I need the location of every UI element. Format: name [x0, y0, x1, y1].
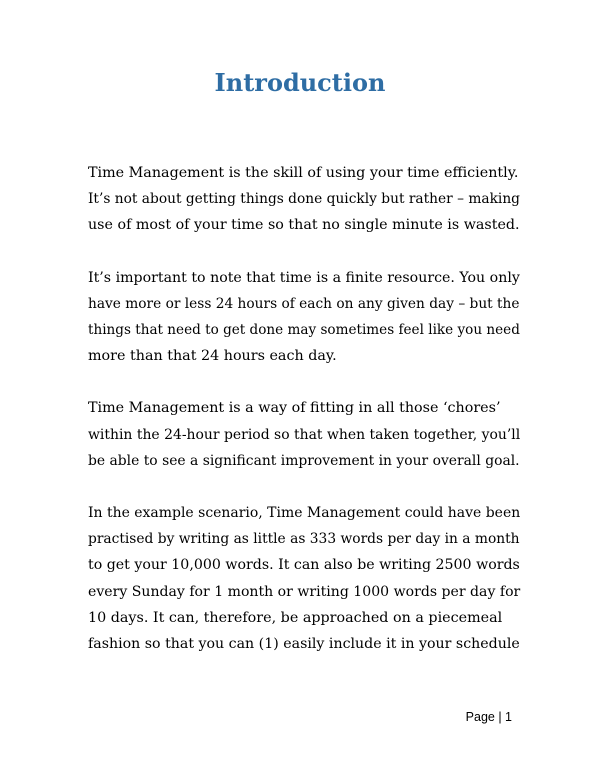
text-line: fashion so that you can (1) easily include it in your schedule: [88, 636, 520, 653]
text-line: practised by writing as little as 333 words per day in a month: [88, 531, 520, 548]
document-body: [88, 160, 520, 683]
text-line: It’s important to note that time is a finite resource. You only: [88, 269, 520, 286]
paragraph-1: [88, 160, 520, 239]
paragraph-4: [88, 500, 520, 657]
text-line: In the example scenario, Time Management could have been: [88, 505, 521, 522]
text-line: 10 days. It can, therefore, be approached on a piecemeal: [88, 609, 503, 626]
text-line: have more or less 24 hours of each on any given day – but the: [88, 295, 520, 312]
text-line: within the 24-hour period so that when taken together, you’ll: [88, 426, 521, 443]
text-line: Time Management is a way of fitting in all those ‘chores’: [88, 400, 501, 417]
text-line: to get your 10,000 words. It can also be writing 2500 words: [88, 557, 520, 574]
page-title: Introduction: [214, 68, 386, 97]
text-line: use of most of your time so that no single minute is wasted.: [88, 217, 520, 234]
text-line: It’s not about getting things done quickly but rather – making: [88, 191, 520, 208]
text-line: things that need to get done may sometimes feel like you need: [88, 322, 520, 339]
text-line: be able to see a significant improvement in your overall goal.: [88, 452, 520, 469]
paragraph-3: [88, 395, 520, 474]
text-line: more than that 24 hours each day.: [88, 348, 337, 365]
text-line: Time Management is the skill of using your time efficiently.: [88, 165, 519, 181]
paragraph-2: [88, 265, 520, 370]
page-number: Page | 1: [465, 710, 512, 724]
text-line: every Sunday for 1 month or writing 1000 words per day for: [88, 583, 521, 600]
